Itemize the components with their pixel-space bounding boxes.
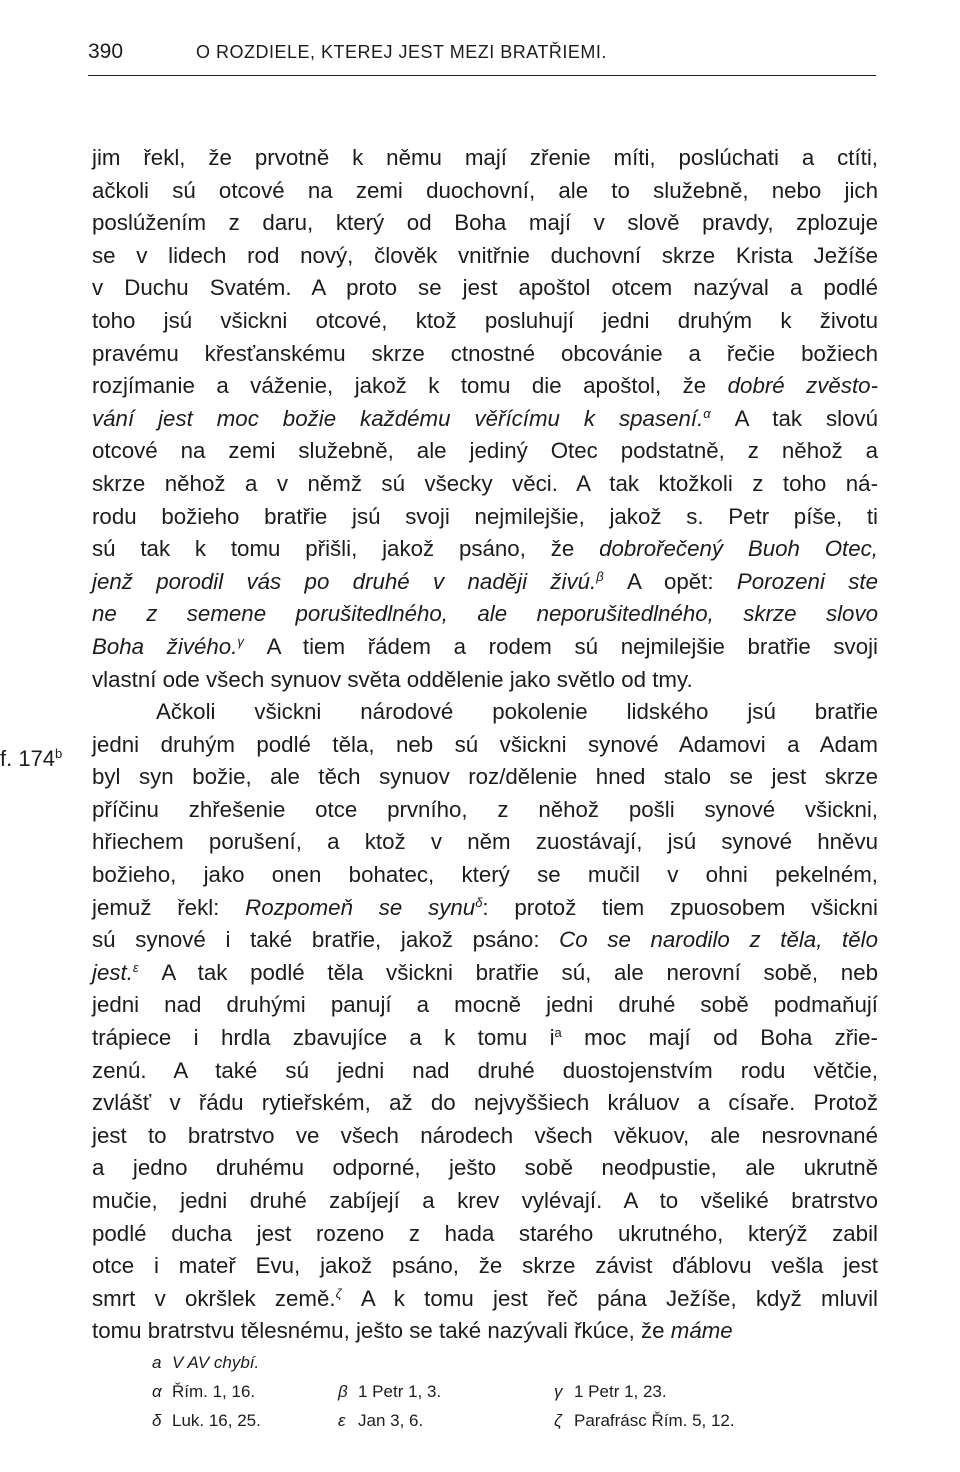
footnote-gamma [554, 1377, 667, 1406]
footnote-reference: δ [475, 894, 483, 910]
text-segment: moc mají od Boha zřie- [561, 1025, 878, 1051]
text-line [92, 403, 878, 436]
page-number: 390 [88, 40, 124, 63]
marginal-folio-sup: b [55, 746, 63, 761]
quotation-text: jest. [92, 959, 133, 985]
text-segment: tomu bratrstvu tělesnému, ješto se také nazývali řkúce, že [92, 1318, 671, 1344]
footnote-a [152, 1348, 259, 1377]
text-segment: jim řekl, že prvotně k němu mají zřenie míti, poslúchati a ctíti, [92, 145, 878, 170]
text-line [92, 957, 878, 990]
text-line [92, 501, 878, 534]
text-line [92, 1250, 878, 1283]
marginal-folio-text: f. 174 [0, 746, 56, 771]
text-segment: jedni nad druhými panují a mocně jedni druhé sobě podmaňují [92, 992, 878, 1018]
text-segment: zvlášť v řádu rytieřském, až do nejvyššiech králuov a císaře. Protož [92, 1090, 878, 1116]
text-line [92, 566, 878, 599]
text-line [92, 924, 878, 957]
text-line [92, 794, 878, 827]
footnote-text: Parafrásc Řím. 5, 12. [574, 1411, 735, 1430]
text-line [92, 1185, 878, 1218]
header-rule [88, 75, 876, 76]
quotation-text: máme [670, 1318, 733, 1344]
text-line [92, 989, 878, 1022]
text-line [92, 1152, 878, 1185]
text-line [92, 370, 878, 403]
text-line [92, 1218, 878, 1251]
text-segment: Ačkoli všickni národové pokolenie lidského jsú bratřie [156, 699, 878, 725]
text-segment: jest to bratrstvo ve všech národech všech věkuov, ale nesrovnané [92, 1122, 878, 1148]
footnote-text: 1 Petr 1, 3. [358, 1382, 442, 1401]
footnote-row-1 [152, 1377, 792, 1406]
text-line [92, 338, 878, 371]
text-line [92, 664, 878, 697]
text-line [92, 826, 878, 859]
text-segment: byl syn božie, ale těch synuov roz/dělenie hned stalo se jest skrze [92, 764, 878, 790]
footnote-zeta [554, 1406, 735, 1435]
text-segment: rozjímanie a váženie, jakož k tomu die apoštol, že [92, 373, 728, 399]
text-segment: toho jsú všickni otcové, ktož posluhují jedni druhým k životu [92, 307, 878, 333]
text-segment: A opět: [603, 568, 737, 594]
quotation-text: Porozeni ste [736, 568, 878, 594]
text-line [92, 142, 878, 175]
text-line [92, 631, 878, 664]
footnote-reference: ε [132, 959, 139, 975]
text-line [92, 761, 878, 794]
text-segment: příčinu zhřešenie otce prvního, z něhož pošli synové všickni, [92, 796, 878, 822]
text-line [92, 598, 878, 631]
text-segment: hřiechem porušení, a ktož v něm zuostávají, jsú synové hněvu [92, 829, 878, 855]
footnotes [152, 1348, 792, 1435]
text-line [92, 892, 878, 925]
footnote-row-text-critical [152, 1348, 792, 1377]
text-segment: A tak slovú [710, 405, 878, 431]
text-line [92, 1283, 878, 1316]
quotation-text: dobrořečený Buoh Otec, [599, 536, 878, 562]
text-segment: skrze něhož a v němž sú všecky věci. A tak ktožkoli z toho ná- [92, 470, 878, 496]
text-line [92, 859, 878, 892]
quotation-text: Co se narodilo z těla, tělo [559, 927, 878, 953]
text-segment: v Duchu Svatém. A proto se jest apoštol otcem nazýval a podlé [92, 275, 878, 301]
running-title: O ROZDIELE, KTEREJ JEST MEZI BRATŘIEMI. [196, 42, 607, 62]
text-segment: ačkoli sú otcové na zemi duochovní, ale to služebně, nebo jich [92, 177, 878, 203]
text-segment: jemuž řekl: [92, 894, 246, 920]
text-line [92, 272, 878, 305]
text-line [92, 1022, 878, 1055]
footnote-mark: β [338, 1382, 348, 1401]
quotation-text: jenž porodil vás po druhé v naději živú. [92, 568, 597, 594]
text-segment: jedni druhým podlé těla, neb sú všickni synové Adamovi a Adam [92, 731, 878, 757]
text-line [92, 1315, 878, 1348]
text-segment: sú synové i také bratřie, jakož psáno: [92, 927, 560, 953]
text-segment: otcové na zemi služebně, ale jediný Otec podstatně, z něhož a [92, 438, 878, 464]
footnote-beta [338, 1377, 441, 1406]
footnote-text: V AV chybí. [172, 1353, 260, 1372]
footnote-epsilon [338, 1406, 423, 1435]
text-segment: mučie, jedni druhé zabíjejí a krev vylévají. A to všeliké bratrstvo [92, 1188, 878, 1213]
text-line [92, 533, 878, 566]
footnote-mark: ζ [554, 1411, 562, 1430]
footnote-reference: ζ [335, 1285, 342, 1301]
footnote-row-2 [152, 1406, 792, 1435]
text-segment: pravému křesťanskému skrze ctnostné obcovánie a řečie božiech [92, 340, 878, 366]
text-segment: A k tomu jest řeč pána Ježíše, když mluvil [341, 1285, 878, 1311]
footnote-text: Řím. 1, 16. [172, 1382, 256, 1401]
footnote-mark: a [152, 1353, 162, 1372]
footnote-mark: δ [152, 1411, 162, 1430]
footnote-delta [152, 1406, 261, 1435]
text-segment: smrt v okršlek země. [92, 1285, 336, 1311]
footnote-mark: ε [338, 1411, 346, 1430]
text-line [92, 175, 878, 208]
body-text [92, 142, 878, 1348]
text-line [92, 1055, 878, 1088]
text-segment: : protož tiem zpuosobem všickni [482, 894, 878, 920]
text-segment: trápiece i hrdla zbavujíce a k tomu i [92, 1025, 555, 1051]
text-line [92, 1120, 878, 1153]
text-line [92, 240, 878, 273]
text-segment: sú tak k tomu přišli, jakož psáno, že [92, 536, 600, 562]
footnote-reference: β [596, 568, 604, 584]
footnote-text: Jan 3, 6. [358, 1411, 424, 1430]
text-segment: božieho, jako onen bohatec, který se mučil v ohni pekelném, [92, 862, 878, 888]
footnote-mark: α [152, 1382, 162, 1401]
text-segment: podlé ducha jest rozeno z hada starého ukrutného, kterýž zabil [92, 1220, 878, 1246]
text-segment: rodu božieho bratřie jsú svoji nejmilejšie, jakož s. Petr píše, ti [92, 503, 878, 529]
text-segment: se v lidech rod nový, člověk vnitřnie duchovní skrze Krista Ježíše [92, 242, 878, 268]
quotation-text: vání jest moc božie každému věřícímu k spasení. [92, 405, 704, 431]
text-segment: poslúžením z daru, který od Boha mají v slově pravdy, zplozuje [92, 210, 878, 236]
footnote-text: 1 Petr 1, 23. [574, 1382, 667, 1401]
text-line [92, 729, 878, 762]
text-segment: A tak podlé těla všickni bratřie sú, ale nerovní sobě, neb [138, 959, 878, 985]
text-segment: A tiem řádem a rodem sú nejmilejšie bratřie svoji [243, 633, 879, 659]
footnote-reference: α [703, 405, 711, 421]
text-line [92, 696, 878, 729]
footnote-reference: γ [237, 633, 244, 649]
footnote-text: Luk. 16, 25. [172, 1411, 261, 1430]
text-line [92, 435, 878, 468]
text-segment: otce i mateř Evu, jakož psáno, že skrze závist ďáblovu vešla jest [92, 1253, 878, 1279]
quotation-text: Rozpomeň se synu [245, 894, 476, 920]
quotation-text: dobré zvěsto- [727, 373, 878, 399]
page-header [88, 40, 876, 74]
quotation-text: ne z semene porušitedlného, ale neporušitedlného, skrze slovo [92, 601, 878, 627]
text-line [92, 305, 878, 338]
text-line [92, 1087, 878, 1120]
marginal-folio-note [0, 743, 62, 776]
text-segment: a jedno druhému odporné, ješto sobě neodpustie, ale ukrutně [92, 1155, 878, 1181]
footnote-alpha [152, 1377, 255, 1406]
text-segment: zenú. A také sú jedni nad druhé duostojenstvím rodu větčie, [92, 1057, 878, 1083]
quotation-text: Boha živého. [92, 633, 238, 659]
text-line [92, 468, 878, 501]
text-line [92, 207, 878, 240]
footnote-reference: a [554, 1025, 562, 1041]
text-segment: vlastní ode všech synuov světa oddělenie jako světlo od tmy. [92, 666, 693, 692]
footnote-mark: γ [554, 1382, 563, 1401]
